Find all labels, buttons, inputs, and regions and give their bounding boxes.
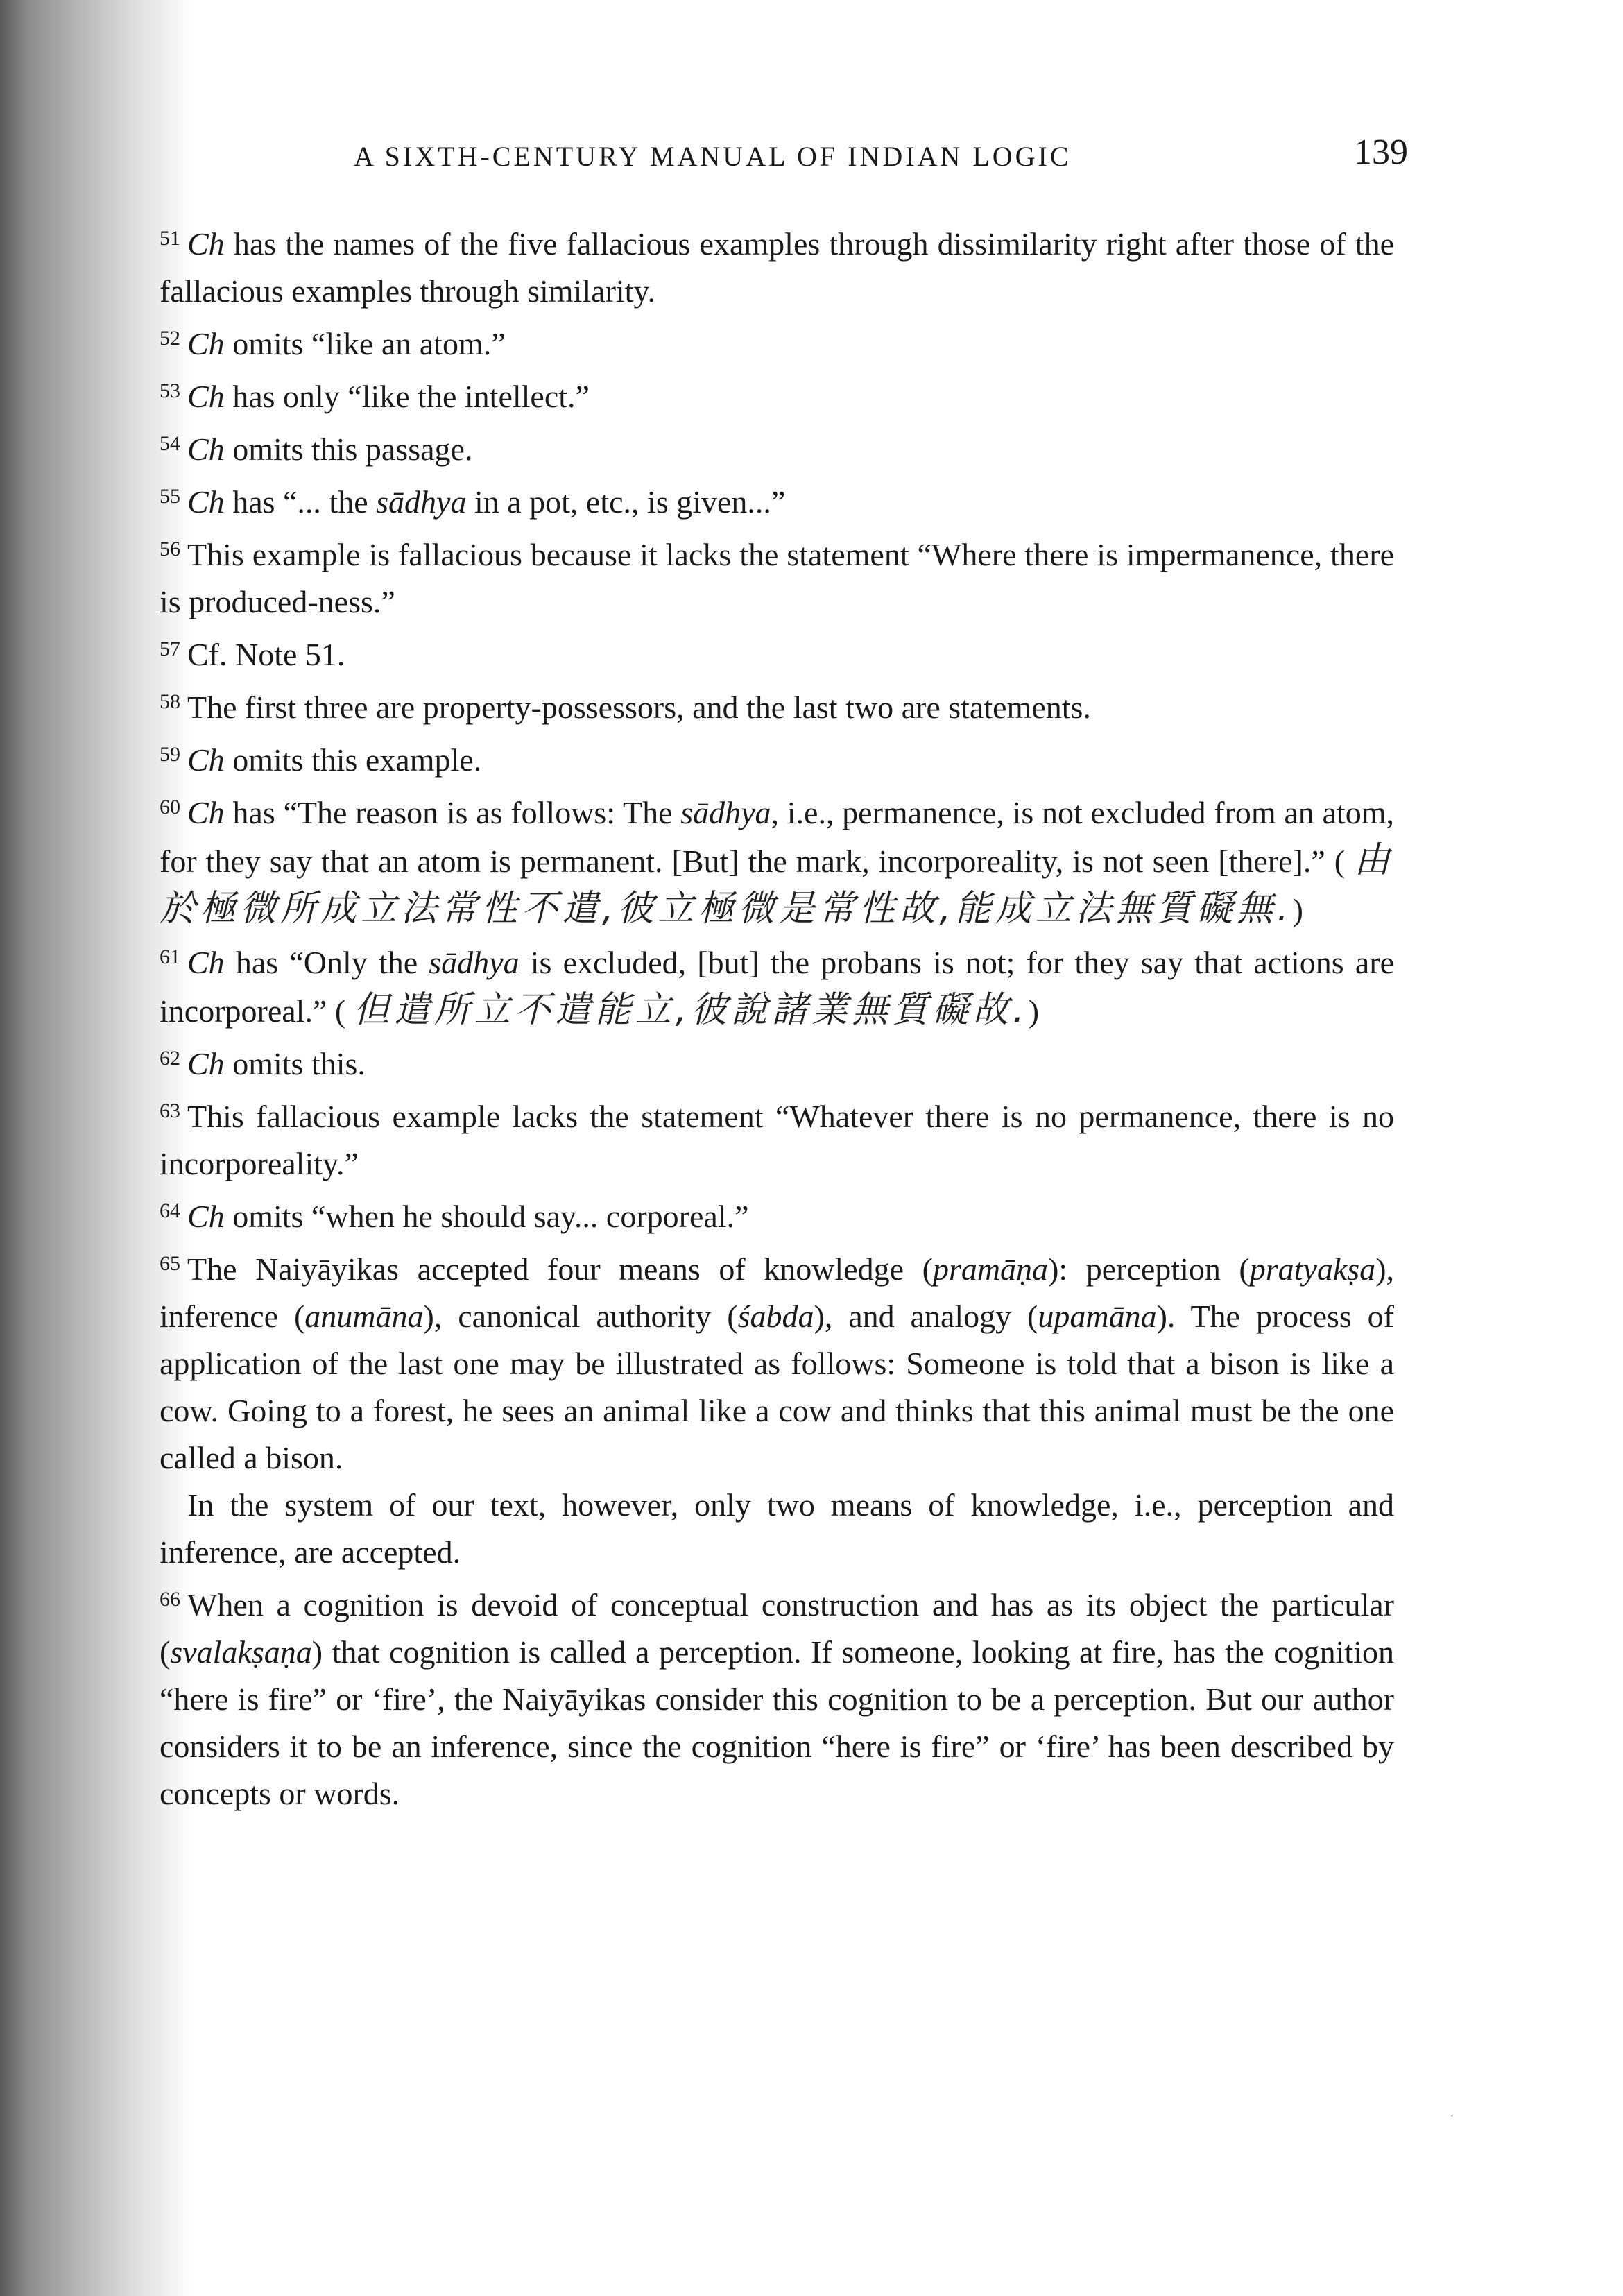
footnote-text: Cf. Note 51.: [187, 637, 345, 672]
footnote-text: ). The process of application of the last one may be illustrated as follows: Someone is told that a bison is like a cow. Going to a forest, he sees an animal like a cow and thinks that this animal must be the one called a bison.: [160, 1299, 1394, 1475]
footnote-text: The first three are property-possessors, and the last two are statements.: [187, 689, 1091, 725]
footnote-text: has “Only the: [224, 945, 429, 980]
italic-term: Ch: [187, 795, 225, 830]
footnote-text: omits this passage.: [224, 431, 473, 467]
footnote: [160, 1576, 1394, 1817]
footnote-text: omits “like an atom.”: [224, 326, 506, 361]
footnote: [160, 678, 1394, 731]
running-head: [160, 132, 1408, 194]
footnote-number: 59: [160, 743, 180, 766]
italic-term: pratyakṣa: [1249, 1251, 1376, 1287]
footnote-number: 66: [160, 1588, 180, 1611]
italic-term: śabda: [737, 1299, 814, 1334]
footnote: [160, 934, 1394, 1035]
footnote-text: ): [1028, 993, 1040, 1029]
italic-term: Ch: [187, 484, 225, 520]
footnote-number: 55: [160, 485, 180, 508]
italic-term: sādhya: [680, 795, 771, 830]
footnote-text: ) that cognition is called a perception. If someone, looking at fire, has the cognition “here is fire” or ‘fire’, the Naiyāyikas consider this cognition to be a perception. But our author considers it to be an inference, since the cognition “here is fire” or ‘fire’ has been described by concepts or words.: [160, 1634, 1394, 1811]
footnote-number: 51: [160, 227, 180, 250]
italic-term: svalakṣaṇa: [170, 1634, 312, 1670]
italic-term: sādhya: [429, 945, 519, 980]
footnote-text: has only “like the intellect.”: [224, 379, 590, 414]
footnote-number: 61: [160, 945, 180, 968]
footnote-text: In the system of our text, however, only two means of knowledge, i.e., perception and inference, are accepted.: [160, 1487, 1394, 1570]
footnote-number: 53: [160, 379, 180, 402]
footnote: [160, 731, 1394, 784]
footnote-text: has “The reason is as follows: The: [224, 795, 681, 830]
handwritten-chinese-text: 但遣所立不遣能立,彼說諸業無質礙故.: [353, 989, 1029, 1031]
footnote-number: 65: [160, 1252, 180, 1275]
footnote-number: 57: [160, 637, 180, 660]
italic-term: upamāna: [1038, 1299, 1157, 1334]
footnote: [160, 420, 1394, 473]
footnote: [160, 784, 1394, 934]
italic-term: sādhya: [376, 484, 467, 520]
footnote: [160, 315, 1394, 368]
footnote-number: 52: [160, 327, 180, 350]
footnote-text: This fallacious example lacks the statement “Whatever there is no permanence, there is no incorporeality.”: [160, 1099, 1394, 1181]
footnote-text: ): [1292, 892, 1303, 927]
book-page: [160, 132, 1408, 1817]
footnote: [160, 1188, 1394, 1240]
footnote-text: When a cognition is devoid of conceptual construction and has as its object the particular (: [160, 1587, 1394, 1670]
footnote-text: has “... the: [224, 484, 377, 520]
footnote: [160, 368, 1394, 420]
footnote-text: The Naiyāyikas accepted four means of knowledge (: [187, 1251, 933, 1287]
footnote-text: ), and analogy (: [814, 1299, 1038, 1334]
footnote-number: 60: [160, 796, 180, 819]
italic-term: Ch: [187, 326, 225, 361]
footnote-number: 54: [160, 432, 180, 455]
footnote-text: This example is fallacious because it lacks the statement “Where there is impermanence, there is produced-ness.”: [160, 537, 1394, 619]
footnote: [160, 473, 1394, 526]
footnote-number: 63: [160, 1099, 180, 1122]
italic-term: anumāna: [304, 1299, 424, 1334]
footnote-text: ), inference (: [160, 1251, 1395, 1334]
footnote: [160, 626, 1394, 678]
italic-term: Ch: [187, 1199, 225, 1234]
italic-term: Ch: [187, 431, 225, 467]
footnote-number: 56: [160, 538, 180, 560]
page-number: 139: [1354, 132, 1408, 172]
footnote: [160, 1035, 1394, 1088]
italic-term: Ch: [187, 226, 225, 262]
footnote-text: has the names of the five fallacious examples through dissimilarity right after those of the fallacious examples through similarity.: [160, 226, 1394, 309]
footnote-text: ), canonical authority (: [423, 1299, 738, 1334]
footnote-text: omits “when he should say... corporeal.”: [224, 1199, 749, 1234]
italic-term: Ch: [187, 742, 225, 778]
scan-speck: ·: [1450, 2109, 1454, 2124]
footnote-number: 58: [160, 690, 180, 713]
italic-term: Ch: [187, 1046, 225, 1081]
footnote-text: in a pot, etc., is given...”: [466, 484, 786, 520]
footnote-text: is excluded, [but] the probans is not; for they say that actions are incorporeal.” (: [160, 945, 1394, 1029]
italic-term: Ch: [187, 379, 225, 414]
italic-term: pramāṇa: [932, 1251, 1049, 1287]
footnote-number: 62: [160, 1047, 180, 1070]
footnote-number: 64: [160, 1199, 180, 1222]
running-title: A SIXTH-CENTURY MANUAL OF INDIAN LOGIC: [354, 141, 1072, 172]
footnote-text: omits this.: [224, 1046, 366, 1081]
footnote: [160, 526, 1394, 626]
footnote: [160, 215, 1394, 315]
footnote-text: , i.e., permanence, is not excluded from an atom, for they say that an atom is permanent. [But] the mark, incorporeality, is not seen [there].” (: [160, 795, 1394, 879]
footnotes-list: [160, 215, 1394, 1817]
handwritten-chinese-text: 由於極微所成立法常性不遣,彼立極微是常性故,能成立法無質礙無.: [160, 839, 1394, 929]
footnote-text: omits this example.: [224, 742, 482, 778]
footnote-text: ): perception (: [1048, 1251, 1250, 1287]
footnote: [160, 1240, 1394, 1482]
footnote: [160, 1088, 1394, 1188]
italic-term: Ch: [187, 945, 225, 980]
footnote: [160, 1482, 1394, 1576]
